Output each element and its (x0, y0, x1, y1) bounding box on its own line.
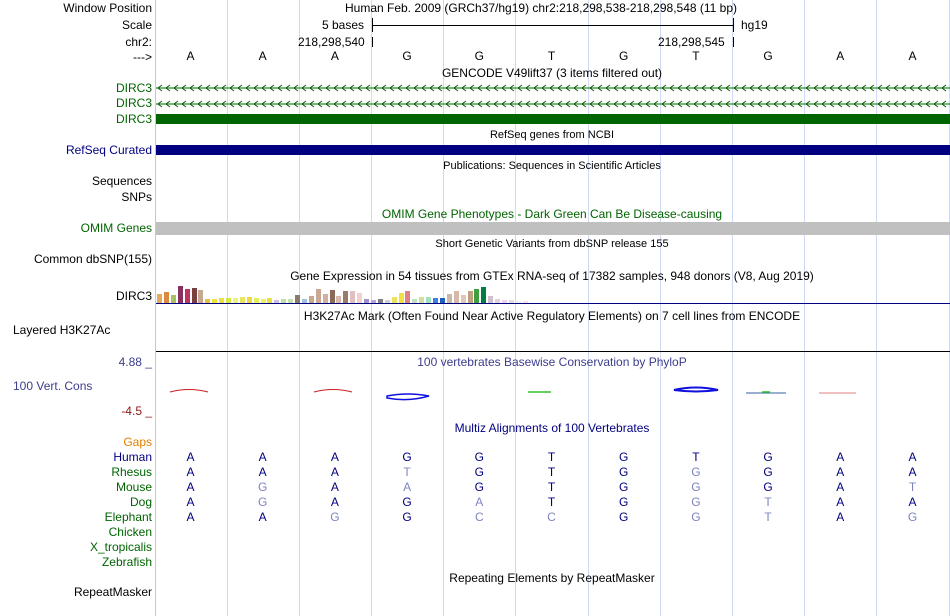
alignment-base: G (474, 480, 484, 494)
alignment-base: T (547, 495, 556, 509)
alignment-base: T (547, 465, 556, 479)
alignment-base: A (258, 450, 267, 464)
alignment-base: A (836, 495, 845, 509)
gtex-track-title: Gene Expression in 54 tissues from GTEx RNA-seq of 17382 samples, 948 donors (V8, Aug 2019) (290, 269, 814, 283)
strand-arrow-label: ---> (133, 50, 152, 64)
repeatmasker-track-title: Repeating Elements by RepeatMasker (449, 571, 655, 585)
repeatmasker-label[interactable]: RepeatMasker (73, 585, 152, 599)
gtex-tissue-bar[interactable] (357, 293, 362, 303)
chromosome-label: chr2: (125, 35, 152, 49)
alignment-base: T (692, 450, 700, 464)
alignment-base: T (547, 450, 556, 464)
phylop-signal[interactable] (156, 380, 950, 404)
alignment-base: T (764, 510, 772, 524)
phylop-track-label[interactable]: 100 Vert. Cons (13, 379, 93, 393)
refseq-curated-label[interactable]: RefSeq Curated (65, 143, 152, 157)
h3k27ac-track-title: H3K27Ac Mark (Often Found Near Active Regulatory Elements) on 7 cell lines from ENCODE (303, 309, 801, 323)
gtex-tissue-bar[interactable] (488, 296, 493, 303)
track-label-column (0, 0, 155, 616)
browser-position-title: Human Feb. 2009 (GRCh37/hg19) chr2:218,298,538-218,298,548 (11 bp) (344, 1, 738, 15)
reference-base: T (547, 49, 556, 63)
alignment-base: G (402, 510, 412, 524)
alignment-base: A (836, 480, 845, 494)
reference-base: A (186, 49, 195, 63)
intron-arrows-1 (156, 83, 950, 92)
alignment-base: G (330, 510, 340, 524)
alignment-base: A (330, 450, 339, 464)
scale-bases-label: 5 bases (322, 18, 365, 32)
gtex-tissue-bar[interactable] (350, 291, 355, 303)
intron-arrows-2 (156, 99, 950, 108)
alignment-base: A (186, 465, 195, 479)
alignment-base: A (258, 465, 267, 479)
gtex-tissue-bar[interactable] (336, 296, 341, 303)
alignment-base: G (258, 495, 268, 509)
coordinate-right-tick (733, 37, 734, 47)
alignment-base: G (619, 495, 629, 509)
alignment-base: A (258, 510, 267, 524)
species-label[interactable]: Mouse (115, 480, 152, 494)
gtex-tissue-bar[interactable] (461, 295, 466, 303)
alignment-base: A (330, 480, 339, 494)
alignment-base: T (764, 495, 772, 509)
refseq-exon-bar[interactable] (156, 145, 950, 155)
gtex-tissue-bar[interactable] (447, 294, 452, 303)
gaps-label[interactable]: Gaps (123, 435, 152, 449)
alignment-base: A (908, 465, 917, 479)
dbsnp-track-title: Short Genetic Variants from dbSNP release 155 (435, 238, 669, 250)
species-label[interactable]: Rhesus (111, 465, 152, 479)
reference-base: G (402, 49, 412, 63)
coordinate-left-label: 218,298,540 (298, 35, 365, 49)
reference-base: A (330, 49, 339, 63)
phylop-min-label: -4.5 _ (121, 404, 152, 418)
alignment-base: A (836, 450, 845, 464)
alignment-base: A (475, 495, 484, 509)
gencode-exon-bar[interactable] (156, 114, 950, 124)
coordinate-right-label: 218,298,545 (658, 35, 725, 49)
multiz-track-title: Multiz Alignments of 100 Vertebrates (454, 421, 650, 435)
track-image[interactable] (156, 0, 950, 616)
alignment-base: A (330, 495, 339, 509)
omim-genes-label[interactable]: OMIM Genes (80, 221, 152, 235)
alignment-base: A (908, 450, 917, 464)
alignment-base: A (186, 495, 195, 509)
alignment-base: G (763, 465, 773, 479)
reference-base: G (763, 49, 773, 63)
alignment-base: G (691, 495, 701, 509)
phylop-max-label: 4.88 _ (118, 355, 152, 369)
alignment-base: A (330, 465, 339, 479)
sequences-label[interactable]: Sequences (91, 174, 152, 188)
alignment-base: G (258, 480, 268, 494)
publications-track-title: Publications: Sequences in Scientific Articles (443, 160, 661, 172)
species-label[interactable]: X_tropicalis (89, 540, 152, 554)
alignment-base: G (619, 510, 629, 524)
alignment-base: G (402, 495, 412, 509)
alignment-base: A (836, 465, 845, 479)
common-dbsnp-label[interactable]: Common dbSNP(155) (33, 252, 152, 266)
gtex-tissue-bar[interactable] (343, 291, 348, 303)
gtex-tissue-bar[interactable] (468, 291, 473, 303)
species-label[interactable]: Zebrafish (101, 555, 152, 569)
alignment-base: A (908, 495, 917, 509)
alignment-base: A (186, 510, 195, 524)
refseq-track-title: RefSeq genes from NCBI (489, 129, 615, 141)
gtex-tissue-bar[interactable] (178, 286, 183, 303)
gtex-baseline (156, 303, 950, 304)
scale-bar-left-tick (372, 18, 373, 32)
gtex-tissue-bar[interactable] (481, 287, 486, 303)
gtex-tissue-bar[interactable] (171, 295, 176, 303)
alignment-base: T (908, 480, 917, 494)
h3k27ac-baseline (156, 351, 950, 352)
alignment-base: G (619, 450, 629, 464)
scale-assembly-label: hg19 (741, 18, 768, 32)
coordinate-left-tick (372, 37, 373, 47)
alignment-base: G (474, 465, 484, 479)
alignment-base: C (547, 510, 556, 524)
gtex-tissue-bar[interactable] (405, 291, 410, 303)
alignment-base: T (547, 480, 556, 494)
alignment-base: A (836, 510, 845, 524)
h3k27ac-label[interactable]: Layered H3K27Ac (13, 323, 111, 337)
species-label[interactable]: Human (113, 450, 152, 464)
alignment-base: T (403, 465, 411, 479)
omim-track-title: OMIM Gene Phenotypes - Dark Green Can Be Disease-causing (381, 207, 723, 221)
scale-bar (372, 25, 733, 26)
gtex-tissue-bar[interactable] (330, 290, 335, 303)
scale-bar-right-tick (733, 18, 734, 32)
reference-base: A (908, 49, 917, 63)
alignment-base: G (763, 480, 773, 494)
gtex-gene-label[interactable]: DIRC3 (115, 289, 152, 303)
phylop-track-title: 100 vertebrates Basewise Conservation by PhyloP (417, 355, 687, 369)
alignment-base: A (186, 450, 195, 464)
species-label[interactable]: Chicken (108, 525, 152, 539)
gencode-gene-label-2[interactable]: DIRC3 (115, 96, 152, 110)
alignment-base: G (619, 465, 629, 479)
gencode-gene-label-3[interactable]: DIRC3 (115, 112, 152, 126)
alignment-base: C (474, 510, 484, 524)
alignment-base: G (474, 450, 484, 464)
gtex-tissue-bar[interactable] (316, 289, 321, 303)
alignment-base: A (403, 480, 412, 494)
gtex-tissue-bar[interactable] (454, 291, 459, 303)
window-position-label: Window Position (63, 1, 152, 15)
omim-gene-bar[interactable] (156, 222, 950, 235)
gtex-tissue-bar[interactable] (295, 295, 300, 303)
reference-base: A (836, 49, 845, 63)
species-label[interactable]: Dog (129, 495, 152, 509)
gencode-track-title: GENCODE V49lift37 (3 items filtered out) (441, 66, 663, 80)
gtex-tissue-bar[interactable] (192, 288, 197, 303)
alignment-base: G (619, 480, 629, 494)
species-label[interactable]: Elephant (104, 510, 152, 524)
gtex-tissue-bar[interactable] (309, 296, 314, 303)
gtex-bar-chart[interactable] (156, 285, 950, 303)
scale-label: Scale (121, 18, 152, 32)
alignment-base: A (186, 480, 195, 494)
alignment-base: G (691, 465, 701, 479)
gtex-tissue-bar[interactable] (323, 294, 328, 303)
gtex-tissue-bar[interactable] (157, 294, 162, 303)
gencode-gene-label-1[interactable]: DIRC3 (115, 81, 152, 95)
reference-base: G (474, 49, 484, 63)
alignment-base: G (402, 450, 412, 464)
alignment-base: G (907, 510, 918, 524)
gtex-tissue-bar[interactable] (164, 292, 169, 303)
gtex-tissue-bar[interactable] (198, 290, 203, 303)
gtex-tissue-bar[interactable] (474, 289, 479, 303)
snps-label[interactable]: SNPs (121, 190, 152, 204)
gtex-tissue-bar[interactable] (399, 293, 404, 303)
alignment-base: G (763, 450, 773, 464)
gencode-intron-2[interactable] (156, 98, 950, 108)
alignment-base: G (691, 480, 701, 494)
gencode-intron-1[interactable] (156, 82, 950, 92)
reference-base: G (619, 49, 629, 63)
gtex-tissue-bar[interactable] (185, 289, 190, 303)
alignment-base: G (691, 510, 701, 524)
reference-base: A (258, 49, 267, 63)
reference-base: T (692, 49, 700, 63)
